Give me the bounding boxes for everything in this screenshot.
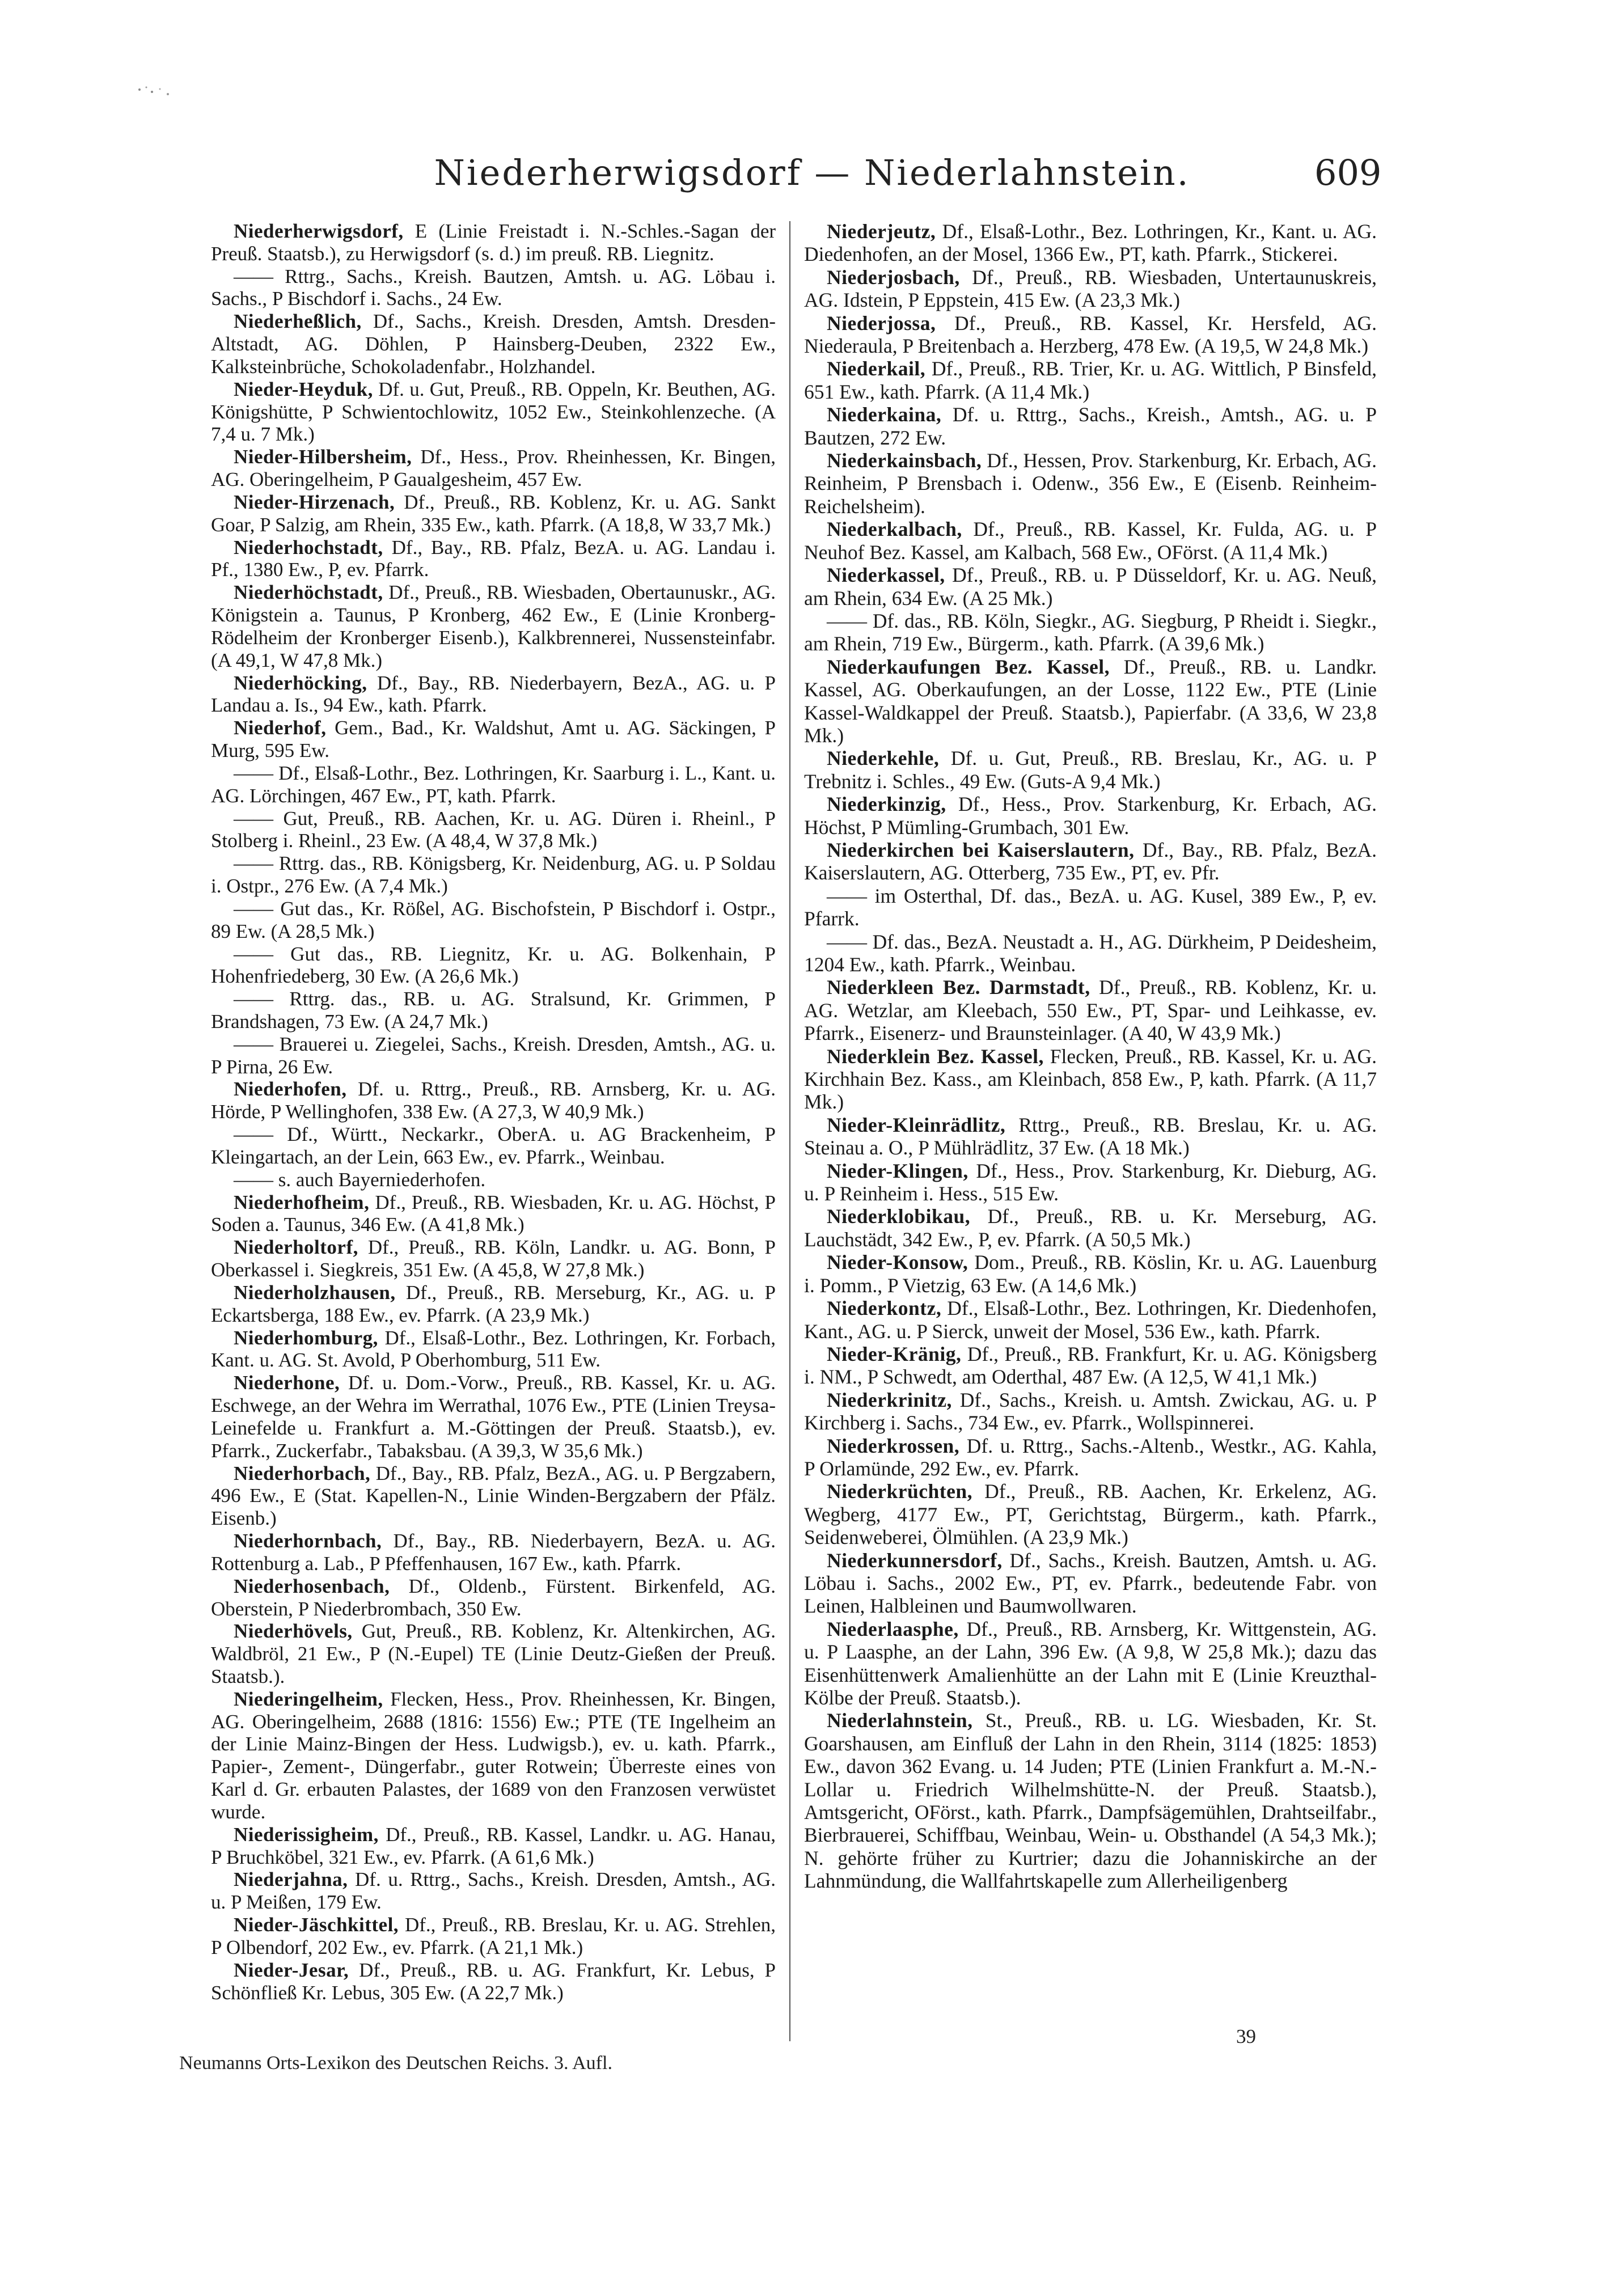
gazetteer-entry xyxy=(804,403,1377,449)
gazetteer-entry xyxy=(804,1435,1377,1480)
entry-headword: Niederhöcking, xyxy=(234,671,367,694)
gazetteer-entry xyxy=(211,1281,776,1327)
page-header-title: Niederherwigsdorf — Niederlahnstein. xyxy=(434,152,1190,193)
gazetteer-entry xyxy=(804,1251,1377,1297)
gazetteer-entry xyxy=(804,1389,1377,1435)
entry-text: Df., Preuß., RB. Frankfurt, Kr. u. AG. Königsberg i. NM., P Schwedt, am Oderthal, 487 Ew. (A 12,5, W 41,1 Mk.) xyxy=(804,1342,1377,1389)
gazetteer-entry xyxy=(211,378,776,446)
entry-headword: Niederkinzig, xyxy=(827,793,946,816)
entry-text: —— im Osterthal, Df. das., BezA. u. AG. Kusel, 389 Ew., P, ev. Pfarrk. xyxy=(804,884,1377,930)
gazetteer-entry xyxy=(211,1868,776,1914)
entry-text: Df., Preuß., RB. Wiesbaden, Untertaunuskreis, AG. Idstein, P Eppstein, 415 Ew. (A 23,3 Mk.) xyxy=(804,265,1377,312)
entry-headword: Nieder-Jesar, xyxy=(234,1958,349,1981)
entry-headword: Niederkassel, xyxy=(827,564,945,587)
gazetteer-entry xyxy=(211,1914,776,1959)
entry-headword: Nieder-Konsow, xyxy=(827,1251,969,1274)
gazetteer-entry xyxy=(804,1160,1377,1205)
entry-headword: Niederjosbach, xyxy=(827,265,960,289)
entry-text: Df., Preuß., RB. u. Landkr. Kassel, AG. Oberkaufungen, an der Losse, 1122 Ew., PTE (Linie Kassel-Waldkappel der Preuß. Staatsb.), Papierfabr. (A 33,6, W 23,8 Mk.) xyxy=(804,655,1377,747)
entry-text: Df., Hess., Prov. Rheinhessen, Kr. Bingen, AG. Oberingelheim, P Gaualgesheim, 457 Ew. xyxy=(211,446,776,491)
entry-text: Df., Preuß., RB. Trier, Kr. u. AG. Wittlich, P Binsfeld, 651 Ew., kath. Pfarrk. (A 11,4 Mk.) xyxy=(804,357,1377,403)
sub-entry xyxy=(211,1169,776,1191)
entry-text: Df., Preuß., RB. Kassel, Kr. Fulda, AG. u. P Neuhof Bez. Kassel, am Kalbach, 568 Ew., OFörst. (A 11,4 Mk.) xyxy=(804,518,1377,564)
gazetteer-entry xyxy=(804,1114,1377,1160)
sub-entry xyxy=(211,852,776,898)
entry-headword: Nieder-Heyduk, xyxy=(234,378,373,400)
right-column xyxy=(804,220,1377,1893)
gazetteer-entry xyxy=(211,1620,776,1687)
entry-text: Df. u. Rttrg., Sachs., Kreish., Amtsh., AG. u. P Bautzen, 272 Ew. xyxy=(804,403,1377,449)
entry-headword: Niederhomburg, xyxy=(234,1326,378,1349)
column-divider xyxy=(789,221,790,2041)
gazetteer-entry xyxy=(804,449,1377,518)
entry-headword: Niederlaasphe, xyxy=(827,1617,959,1640)
entry-text: Df., Sachs., Kreish. Bautzen, Amtsh. u. AG. Löbau i. Sachs., 2002 Ew., PT, ev. Pfarrk., bedeutende Fabr. von Leinen, Halbleinen und Baumwollwaren. xyxy=(804,1549,1377,1618)
gazetteer-entry xyxy=(211,1959,776,2004)
gazetteer-entry xyxy=(804,220,1377,266)
gazetteer-entry xyxy=(211,717,776,762)
entry-headword: Niederjahna, xyxy=(234,1868,348,1891)
gazetteer-entry xyxy=(804,1618,1377,1710)
entry-text: Df., Elsaß-Lothr., Bez. Lothringen, Kr. Diedenhofen, Kant., AG. u. P Sierck, unweit der Mosel, 536 Ew., kath. Pfarrk. xyxy=(804,1297,1377,1343)
entry-text: Df., Bay., RB. Pfalz, BezA., AG. u. P Bergzabern, 496 Ew., E (Stat. Kapellen-N., Linie Winden-Bergzabern der Pfälz. Eisenb.) xyxy=(211,1462,776,1530)
entry-text: Df., Preuß., RB. u. AG. Frankfurt, Kr. Lebus, P Schönfließ Kr. Lebus, 305 Ew. (A 22,7 Mk.) xyxy=(211,1958,776,2004)
gazetteer-entry xyxy=(211,1236,776,1281)
entry-headword: Niederherwigsdorf, xyxy=(234,220,404,242)
entry-text: Flecken, Preuß., RB. Kassel, Kr. u. AG. Kirchhain Bez. Kass., am Kleinbach, 858 Ew., P, kath. Pfarrk. (A 11,7 Mk.) xyxy=(804,1044,1377,1114)
entry-text: Rttrg., Preuß., RB. Breslau, Kr. u. AG. Steinau a. O., P Mühlrädlitz, 37 Ew. (A 18 Mk.) xyxy=(804,1113,1377,1160)
entry-text: Df., Preuß., RB. Koblenz, Kr. u. AG. Wetzlar, am Kleebach, 550 Ew., PT, Spar- und Leihkasse, ev. Pfarrk., Eisenerz- und Braunsteinlager. (A 40, W 43,9 Mk.) xyxy=(804,976,1377,1045)
entry-headword: Niederkrüchten, xyxy=(827,1480,972,1503)
entry-text: Df., Bay., RB. Niederbayern, BezA., AG. u. P Landau a. Is., 94 Ew., kath. Pfarrk. xyxy=(211,671,776,717)
entry-headword: Niederkleen Bez. Darmstadt, xyxy=(827,976,1090,999)
entry-text: —— Gut das., RB. Liegnitz, Kr. u. AG. Bolkenhain, P Hohenfriedeberg, 30 Ew. (A 26,6 Mk.) xyxy=(211,942,776,988)
entry-headword: Niederhofheim, xyxy=(234,1191,370,1213)
entry-text: Df. u. Gut, Preuß., RB. Oppeln, Kr. Beuthen, AG. Königshütte, P Schwientochlowitz, 1052 Ew., Steinkohlenzeche. (A 7,4 u. 7 Mk.) xyxy=(211,378,776,446)
entry-headword: Niederkunnersdorf, xyxy=(827,1549,1003,1572)
page-footer: Neumanns Orts-Lexikon des Deutschen Reichs. 3. Aufl. xyxy=(179,2053,612,2074)
sub-entry xyxy=(804,885,1377,930)
gazetteer-entry xyxy=(804,1709,1377,1892)
entry-text: Dom., Preuß., RB. Köslin, Kr. u. AG. Lauenburg i. Pomm., P Vietzig, 63 Ew. (A 14,6 Mk.) xyxy=(804,1251,1377,1297)
entry-headword: Nieder-Kleinrädlitz, xyxy=(827,1113,1006,1136)
gazetteer-entry xyxy=(804,1045,1377,1114)
entry-headword: Nieder-Hirzenach, xyxy=(234,490,395,513)
entry-text: Df. u. Dom.-Vorw., Preuß., RB. Kassel, Kr. u. AG. Eschwege, an der Wehra im Werrathal, 1076 Ew., PTE (Linien Treysa-Leinefelde u. Frankfurt a. M.-Göttingen der Preuß. Staatsb.), ev. Pfarrk., Zuckerfabr., Tabaksbau. (A 39,3, W 35,6 Mk.) xyxy=(211,1372,776,1462)
entry-text: Df. u. Rttrg., Sachs.-Altenb., Westkr., AG. Kahla, P Orlamünde, 292 Ew., ev. Pfarrk. xyxy=(804,1434,1377,1480)
entry-headword: Niederhone, xyxy=(234,1372,340,1394)
gazetteer-entry xyxy=(804,1480,1377,1549)
entry-headword: Niederkalbach, xyxy=(827,518,962,541)
entry-text: Df., Hessen, Prov. Starkenburg, Kr. Erbach, AG. Reinheim, P Brensbach i. Odenw., 356 Ew., E (Eisenb. Reinheim-Reichelsheim). xyxy=(804,449,1377,518)
entry-text: Df., Elsaß-Lothr., Bez. Lothringen, Kr. Forbach, Kant. u. AG. St. Avold, P Oberhomburg, 511 Ew. xyxy=(211,1326,776,1372)
entry-text: Gem., Bad., Kr. Waldshut, Amt u. AG. Säckingen, P Murg, 595 Ew. xyxy=(211,717,776,762)
entry-text: Df., Hess., Prov. Starkenburg, Kr. Erbach, AG. Höchst, P Mümling-Grumbach, 301 Ew. xyxy=(804,793,1377,839)
gazetteer-entry xyxy=(804,564,1377,610)
entry-text: —— Rttrg. das., RB. u. AG. Stralsund, Kr. Grimmen, P Brandshagen, 73 Ew. (A 24,7 Mk.) xyxy=(211,988,776,1033)
entry-text: Df., Preuß., RB. Aachen, Kr. Erkelenz, AG. Wegberg, 4177 Ew., PT, Gerichtstag, Bürgerm., kath. Pfarrk., Seidenweberei, Ölmühlen. (A 23,9 Mk.) xyxy=(804,1480,1377,1549)
entry-text: Gut, Preuß., RB. Koblenz, Kr. Altenkirchen, AG. Waldbröl, 21 Ew., P (N.-Eupel) TE (Linie Deutz-Gießen der Preuß. Staatsb.). xyxy=(211,1620,776,1687)
sub-entry xyxy=(211,1033,776,1078)
entry-headword: Niederklein Bez. Kassel, xyxy=(827,1044,1044,1068)
entry-headword: Niederissigheim, xyxy=(234,1823,379,1846)
entry-text: Df. u. Rttrg., Sachs., Kreish. Dresden, Amtsh., AG. u. P Meißen, 179 Ew. xyxy=(211,1868,776,1914)
entry-headword: Niederkirchen bei Kaiserslautern, xyxy=(827,838,1135,861)
gazetteer-entry xyxy=(211,672,776,717)
gazetteer-entry xyxy=(804,747,1377,793)
gazetteer-entry xyxy=(804,357,1377,403)
gazetteer-entry xyxy=(211,1462,776,1530)
scan-speck-marks xyxy=(135,84,175,101)
gazetteer-entry xyxy=(804,1343,1377,1389)
entry-headword: Niederjeutz, xyxy=(827,220,936,243)
entry-headword: Nieder-Hilbersheim, xyxy=(234,446,412,468)
entry-text: Df., Bay., RB. Niederbayern, BezA. u. AG. Rottenburg a. Lab., P Pfeffenhausen, 167 Ew., kath. Pfarrk. xyxy=(211,1530,776,1575)
signature-mark: 39 xyxy=(1236,2025,1256,2047)
entry-headword: Niederkainsbach, xyxy=(827,449,982,472)
entry-text: Df., Preuß., RB. u. P Düsseldorf, Kr. u. AG. Neuß, am Rhein, 634 Ew. (A 25 Mk.) xyxy=(804,564,1377,610)
entry-text: Flecken, Hess., Prov. Rheinhessen, Kr. Bingen, AG. Oberingelheim, 2688 (1816: 1556) Ew.; PTE (TE Ingelheim an der Linie Mainz-Bingen der Hess. Ludwigsb.), ev. u. kath. Pfarrk., Papier-, Zement-, Düngerfabr., guter Rotwein; Überreste eines von Karl d. Gr. erbauten Palastes, der 1689 von den Franzosen verwüstet wurde. xyxy=(211,1687,776,1823)
gazetteer-entry xyxy=(804,839,1377,885)
gazetteer-entry xyxy=(804,266,1377,312)
gazetteer-entry xyxy=(804,312,1377,358)
entry-text: —— s. auch Bayerniederhofen. xyxy=(234,1168,486,1191)
entry-headword: Niederheßlich, xyxy=(234,310,362,333)
gazetteer-entry xyxy=(211,1078,776,1123)
gazetteer-entry xyxy=(804,1205,1377,1251)
entry-text: —— Df. das., BezA. Neustadt a. H., AG. Dürkheim, P Deidesheim, 1204 Ew., kath. Pfarrk., Weinbau. xyxy=(804,930,1377,976)
sub-entry xyxy=(211,988,776,1033)
entry-text: Df., Preuß., RB. Arnsberg, Kr. Wittgenstein, AG. u. P Laasphe, an der Lahn, 396 Ew. (A 9,8, W 25,8 Mk.); dazu das Eisenhüttenwerk Amalienhütte an der Lahn mit E (Linie Kreuzthal-Kölbe der Preuß. Staatsb.). xyxy=(804,1617,1377,1709)
entry-headword: Niederhof, xyxy=(234,717,327,739)
entry-headword: Niederhornbach, xyxy=(234,1530,382,1552)
gazetteer-entry xyxy=(211,310,776,378)
gazetteer-entry xyxy=(211,1327,776,1372)
entry-text: Df., Oldenb., Fürstent. Birkenfeld, AG. Oberstein, P Niederbrombach, 350 Ew. xyxy=(211,1575,776,1620)
entry-headword: Niederhorbach, xyxy=(234,1462,371,1484)
entry-text: Df., Sachs., Kreish. u. Amtsh. Zwickau, AG. u. P Kirchberg i. Sachs., 734 Ew., ev. Pfarrk., Wollspinnerei. xyxy=(804,1388,1377,1435)
entry-text: —— Df., Elsaß-Lothr., Bez. Lothringen, Kr. Saarburg i. L., Kant. u. AG. Lörchingen, 467 Ew., PT, kath. Pfarrk. xyxy=(211,761,776,807)
left-column xyxy=(211,220,776,2004)
sub-entry xyxy=(211,1123,776,1169)
entry-text: St., Preuß., RB. u. LG. Wiesbaden, Kr. St. Goarshausen, am Einfluß der Lahn in den Rhein, 3114 (1825: 1853) Ew., davon 362 Evang. u. 14 Juden; PTE (Linien Frankfurt a. M.-N.-Lollar u. Friedrich Wilhelmshütte-N. der Preuß. Staatsb.), Amtsgericht, OFörst., kath. Pfarrk., Dampfsägemühlen, Drahtseilfabr., Bierbrauerei, Schiffbau, Weinbau, Wein- u. Obsthandel (A 54,3 Mk.); N. gehörte früher zu Kurtrier; dazu die Johanniskirche an der Lahnmündung, die Wallfahrtskapelle zum Allerheiligenberg xyxy=(804,1709,1377,1893)
entry-text: E (Linie Freistadt i. N.-Schles.-Sagan der Preuß. Staatsb.), zu Herwigsdorf (s. d.) im preuß. RB. Liegnitz. xyxy=(211,220,776,265)
gazetteer-entry xyxy=(211,446,776,491)
entry-headword: Niederhofen, xyxy=(234,1078,347,1101)
entry-headword: Niederingelheim, xyxy=(234,1687,383,1710)
gazetteer-entry xyxy=(211,536,776,582)
entry-headword: Niederhövels, xyxy=(234,1620,353,1643)
gazetteer-entry xyxy=(211,220,776,265)
entry-text: Df., Preuß., RB. Wiesbaden, Kr. u. AG. Höchst, P Soden a. Taunus, 346 Ew. (A 41,8 Mk.) xyxy=(211,1191,776,1236)
entry-text: Df., Preuß., RB. Wiesbaden, Obertaunuskr., AG. Königstein a. Taunus, P Kronberg, 462 Ew., E (Linie Kronberg-Rödelheim der Kronberger Eisenb.), Kalkbrennerei, Nussensteinfabr. (A 49,1, W 47,8 Mk.) xyxy=(211,581,776,671)
entry-headword: Niederkontz, xyxy=(827,1297,942,1320)
entry-text: Df., Preuß., RB. Merseburg, Kr., AG. u. P Eckartsberga, 188 Ew., ev. Pfarrk. (A 23,9 Mk.) xyxy=(211,1281,776,1326)
entry-headword: Niederlahnstein, xyxy=(827,1709,973,1732)
entry-headword: Niederhosenbach, xyxy=(234,1575,390,1597)
gazetteer-entry xyxy=(804,793,1377,839)
entry-text: Df., Preuß., RB. Köln, Landkr. u. AG. Bonn, P Oberkassel i. Siegkreis, 351 Ew. (A 45,8, W 27,8 Mk.) xyxy=(211,1236,776,1281)
entry-headword: Niederklobikau, xyxy=(827,1205,971,1228)
sub-entry xyxy=(211,898,776,943)
entry-text: —— Df. das., RB. Köln, Siegkr., AG. Siegburg, P Rheidt i. Siegkr., am Rhein, 719 Ew., Bürgerm., kath. Pfarrk. (A 39,6 Mk.) xyxy=(804,609,1377,655)
entry-headword: Niederhöchstadt, xyxy=(234,581,383,604)
sub-entry xyxy=(211,807,776,853)
entry-headword: Niederholzhausen, xyxy=(234,1281,396,1304)
entry-headword: Niederholtorf, xyxy=(234,1236,358,1259)
entry-headword: Niederkrossen, xyxy=(827,1434,960,1457)
sub-entry xyxy=(211,943,776,988)
entry-text: Df., Preuß., RB. Breslau, Kr. u. AG. Strehlen, P Olbendorf, 202 Ew., ev. Pfarrk. (A 21,1 Mk.) xyxy=(211,1914,776,1958)
entry-text: Df., Preuß., RB. Kassel, Kr. Hersfeld, AG. Niederaula, P Breitenbach a. Herzberg, 478 Ew. (A 19,5, W 24,8 Mk.) xyxy=(804,311,1377,358)
entry-text: Df., Bay., RB. Pfalz, BezA. u. AG. Landau i. Pf., 1380 Ew., P, ev. Pfarrk. xyxy=(211,536,776,581)
gazetteer-entry xyxy=(211,1824,776,1869)
entry-text: —— Brauerei u. Ziegelei, Sachs., Kreish. Dresden, Amtsh., AG. u. P Pirna, 26 Ew. xyxy=(211,1033,776,1078)
entry-text: Df., Preuß., RB. Kassel, Landkr. u. AG. Hanau, P Bruchköbel, 321 Ew., ev. Pfarrk. (A 61,6 Mk.) xyxy=(211,1823,776,1868)
entry-text: —— Rttrg. das., RB. Königsberg, Kr. Neidenburg, AG. u. P Soldau i. Ostpr., 276 Ew. (A 7,4 Mk.) xyxy=(211,852,776,898)
entry-text: —— Df., Württ., Neckarkr., OberA. u. AG Brackenheim, P Kleingartach, an der Lein, 663 Ew., ev. Pfarrk., Weinbau. xyxy=(211,1123,776,1168)
entry-headword: Niederkaina, xyxy=(827,403,942,426)
gazetteer-entry xyxy=(211,491,776,536)
gazetteer-entry xyxy=(211,1191,776,1237)
entry-headword: Niederjossa, xyxy=(827,311,936,335)
page-number: 609 xyxy=(1314,152,1382,193)
gazetteer-entry xyxy=(804,976,1377,1044)
entry-text: —— Rttrg., Sachs., Kreish. Bautzen, Amtsh. u. AG. Löbau i. Sachs., P Bischdorf i. Sachs., 24 Ew. xyxy=(211,265,776,310)
entry-text: —— Gut, Preuß., RB. Aachen, Kr. u. AG. Düren i. Rheinl., P Stolberg i. Rheinl., 23 Ew. (A 48,4, W 37,8 Mk.) xyxy=(211,807,776,852)
entry-text: Df., Preuß., RB. Koblenz, Kr. u. AG. Sankt Goar, P Salzig, am Rhein, 335 Ew., kath. Pfarrk. (A 18,8, W 33,7 Mk.) xyxy=(211,490,776,536)
gazetteer-entry xyxy=(211,581,776,671)
entry-text: Df., Bay., RB. Pfalz, BezA. Kaiserslautern, AG. Otterberg, 735 Ew., PT, ev. Pfr. xyxy=(804,838,1377,885)
sub-entry xyxy=(211,265,776,311)
entry-text: Df., Sachs., Kreish. Dresden, Amtsh. Dresden-Altstadt, AG. Döhlen, P Hainsberg-Deuben, 2322 Ew., Kalksteinbrüche, Schokoladenfabr., Holzhandel. xyxy=(211,310,776,378)
gazetteer-entry xyxy=(804,1297,1377,1343)
sub-entry xyxy=(804,610,1377,655)
gazetteer-entry xyxy=(804,518,1377,564)
entry-text: Df., Preuß., RB. u. Kr. Merseburg, AG. Lauchstädt, 342 Ew., P, ev. Pfarrk. (A 50,5 Mk.) xyxy=(804,1205,1377,1251)
gazetteer-entry xyxy=(211,1372,776,1462)
entry-headword: Niederkail, xyxy=(827,357,926,380)
gazetteer-entry xyxy=(211,1530,776,1575)
gazetteer-entry xyxy=(804,655,1377,747)
gazetteer-entry xyxy=(211,1575,776,1621)
entry-headword: Niederkaufungen Bez. Kassel, xyxy=(827,655,1110,678)
entry-text: Df. u. Rttrg., Preuß., RB. Arnsberg, Kr. u. AG. Hörde, P Wellinghofen, 338 Ew. (A 27,3, W 40,9 Mk.) xyxy=(211,1078,776,1123)
entry-headword: Nieder-Klingen, xyxy=(827,1159,969,1182)
entry-text: —— Gut das., Kr. Rößel, AG. Bischofstein, P Bischdorf i. Ostpr., 89 Ew. (A 28,5 Mk.) xyxy=(211,897,776,942)
gazetteer-entry xyxy=(211,1688,776,1824)
gazetteer-entry xyxy=(804,1549,1377,1618)
entry-headword: Niederkrinitz, xyxy=(827,1388,952,1411)
sub-entry xyxy=(804,930,1377,976)
entry-text: Df. u. Gut, Preuß., RB. Breslau, Kr., AG. u. P Trebnitz i. Schles., 49 Ew. (Guts-A 9,4 Mk.) xyxy=(804,747,1377,793)
entry-text: Df., Hess., Prov. Starkenburg, Kr. Dieburg, AG. u. P Reinheim i. Hess., 515 Ew. xyxy=(804,1159,1377,1205)
entry-headword: Niederhochstadt, xyxy=(234,536,383,559)
entry-headword: Nieder-Kränig, xyxy=(827,1342,962,1365)
entry-headword: Nieder-Jäschkittel, xyxy=(234,1914,399,1936)
entry-text: Df., Elsaß-Lothr., Bez. Lothringen, Kr., Kant. u. AG. Diedenhofen, an der Mosel, 1366 Ew., PT, kath. Pfarrk., Stickerei. xyxy=(804,220,1377,266)
entry-headword: Niederkehle, xyxy=(827,747,940,770)
sub-entry xyxy=(211,762,776,807)
